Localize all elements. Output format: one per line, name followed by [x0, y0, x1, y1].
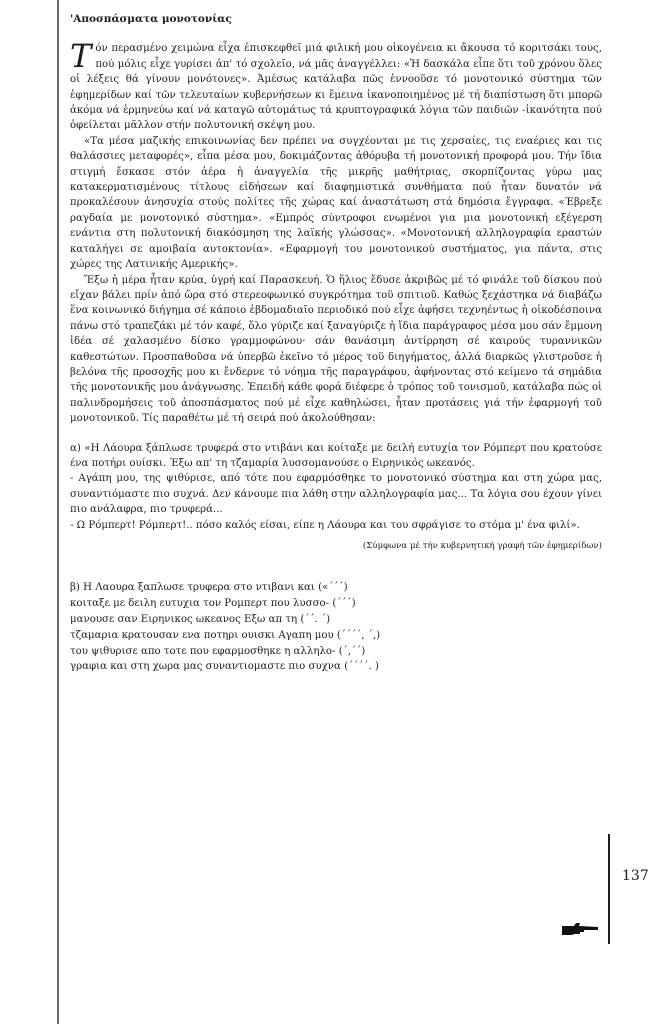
page-content	[70, 12, 602, 675]
example-b-line-6: γραφια και στη χωρα μας συναντιομαστε πιο συχνα (´´´´. )	[70, 661, 379, 673]
example-a-line-1	[70, 441, 602, 472]
example-b-line-1: β) Η Λαουρα ξαπλωσε τρυφερα στο ντιβανι και («´´´)	[70, 582, 348, 594]
paragraph-1-text: όν περασμένο χειμώνα εἶχα ἐπισκεφθεῖ μιά φιλική μου οἰκογένεια κι ἄκουσα τό κοριτσάκι τους, πού μόλις εἶχε γυρίσει ἀπ' τό σχολεῖο, νά μᾶς ἀναγγέλλει: «Ἡ δασκάλα εἶπε ὅτι τοῦ χρόνου ὅλες οἱ λέξεις θά γίνουν μονότονες». Ἀμέσως κατάλαβα πῶς ἐννοοῦσε τό μονοτονικό σύστημα τῶν ἐφημερίδων καί τῶν τελευταίων κυβερνήσεων κι ἔμεινα ἱκανοποιημένος μέ τή διαπίστωση ὅτι μπορῶ ἀκόμα νά ἑρμηνεύω καί νά καταγῶ αὐτομάτως τά κρυπτογραφικά λόγια τῶν παιδιῶν -ἱκανότητα πού ὀφείλεται μᾶλλον στήν πολυτονική σκέψη μου.	[70, 43, 602, 132]
example-b-line-3: μανουσε σαν Ειρηνικος ωκεανος Εξω απ τη (´´. ´)	[70, 614, 331, 625]
source-note: (Σύμφωνα μέ τήν κυβερνητική γραφή τῶν ἐφημερίδων)	[362, 541, 602, 551]
paragraph-3: Ἔξω ἡ μέρα ἦταν κρύα, ὑγρή καί Παρασκευή. Ὁ ἥλιος ἔδυσε ἀκριβῶς μέ τό φινάλε τοῦ δίσκου πού εἴχαν βάλει πρίν ἀπό ὥρα στό στερεοφωνικό συγκρότημα τοῦ σπιτιοῦ. Καθώς ξεχάστηκα νά διαβάζω ἕνα κοινωνικό διήγημα σέ κάποιο ἑβδομαδιαῖο περιοδικό πού εἶχε ἀφήσει τεχνηέντως ἡ οἰκοδέσποινα πάνω στό τραπεζάκι μέ τόν καφέ, ὅλο γύριζε καί ξαναγύριζε ἡ ἴδια παράγραφος μέσα μου σάν ἔμμονη ἰδέα σέ χαλασμένο δίσκο γραμμοφώνου· σάν θανάσιμη ἀντίρρηση σέ καιρούς τυραννικῶν καθεστώτων. Προσπαθοῦσα νά ὑπερβῶ ἐκεῖνο τό μέρος τοῦ διηγήματος, ἀλλά διαρκῶς γλιστροῦσε ἡ βελόνα τῆς προσοχῆς μου κι ἔνδερνε τό νόημα τῆς παραγράφου, ἀφήνοντας στό κείμενο τά σημάδια τῆς μονοτονικῆς μου ἀνάγνωσης. Ἐπειδή κάθε φορά διέφερε ὁ τρόπος τοῦ τονισμοῦ, κατάλαβα πώς οἱ παλινδρομήσεις τοῦ ἀποσπάσματος πού μέ εἶχε καθηλώσει, ἦταν προτάσεις γιά τήν ἐφαρμογή τοῦ μονοτονικοῦ. Τίς παραθέτω μέ τή σειρά πού ἀκολούθησαν:	[70, 274, 602, 425]
paragraph-2: «Τα μέσα μαζικής επικοινωνίας δεν πρέπει να συγχέονται με τις χερσαίες, τις εναέριες και τις θαλάσσιες μεταφορές», εἶπα μέσα μου, δοκιμάζοντας ἀθόρυβα τή μονοτονική προφορά μου. Τήν ἴδια στιγμή ἔσκασε στόν ἀέρα ἡ ἀναγγελία τῆς μικρῆς μαθήτριας, σκορπίζοντας γύρω μας κατακερματισμένους τίτλους εἰδήσεων καί διαφημιστικά συνθήματα πού ἦταν δυνατόν νά προκαλέσουν ἀνησυχία στούς πολίτες τῆς χώρας καί ἀναστάτωση στά δημόσια ἔγγραφα. «Έβρεξε ραγδαία με μονοτονικό σύστημα». «Εμπρός σύντροφοι ενωμένοι για μια μονοτονική εξέγερση ενάντια στη πολυτονική διακόσμηση της λαϊκής γλώσσας». «Μονοτονική αλληλογραφία εραστών καταλήγει σε αμοιβαία αυτοκτονία». «Εφαρμογή του μονοτονικού συστήματος, για πάντα, στις χώρες της Λατινικής Αμερικής».	[70, 135, 602, 271]
example-b	[70, 580, 602, 675]
paragraph-1	[70, 37, 602, 133]
drop-cap: Τ	[70, 37, 92, 76]
example-a-label: α)	[70, 442, 81, 454]
example-b-line-4: τζαμαρια κρατουσαν ενα ποτηρι ουισκι Αγαπη μου (´´´´, ´,)	[70, 629, 381, 641]
section-title: 'Αποσπάσματα μονοτονίας	[70, 13, 232, 25]
example-a-line-2: - Αγάπη μου, της ψιθύρισε, από τότε που εφαρμόσθηκε το μονοτονικό σύστημα και στη χώρα μας, συναντιόμαστε πιο συχνά. Δεν κάνουμε πια λάθη στην αλληλογραφία μας... Τα λόγια σου έχουν γίνει πιο ανάλαφρα, πιο τρυφερά...	[70, 473, 602, 516]
left-margin-rule	[57, 0, 59, 1024]
example-a	[70, 441, 602, 533]
pointing-hand-icon	[560, 922, 600, 936]
page-number: 137	[622, 868, 649, 884]
example-a-text-1: «Η Λάουρα ξάπλωσε τρυφερά στο ντιβάνι και κοίταξε με δειλή ευτυχία τον Ρόμπερτ που κρατούσε ένα ποτήρι ουίσκι. Έξω απ' τη τζαμαρία λυσσομανούσε ο Ειρηνικός ωκεανός.	[70, 442, 602, 469]
example-b-line-5: του ψιθυρισε απο τοτε που εφαρμοσθηκε η αλληλο- (´,´´)	[70, 645, 366, 657]
right-margin-rule	[608, 834, 610, 944]
example-a-line-3: - Ω Ρόμπερτ! Ρόμπερτ!.. πόσο καλός είσαι, είπε η Λάουρα και του σφράγισε το στόμα μ' ένα φιλί».	[70, 519, 580, 531]
example-b-line-2: κοιταξε με δειλη ευτυχια τον Ρομπερτ που λυσσο- (´´´)	[70, 598, 356, 610]
